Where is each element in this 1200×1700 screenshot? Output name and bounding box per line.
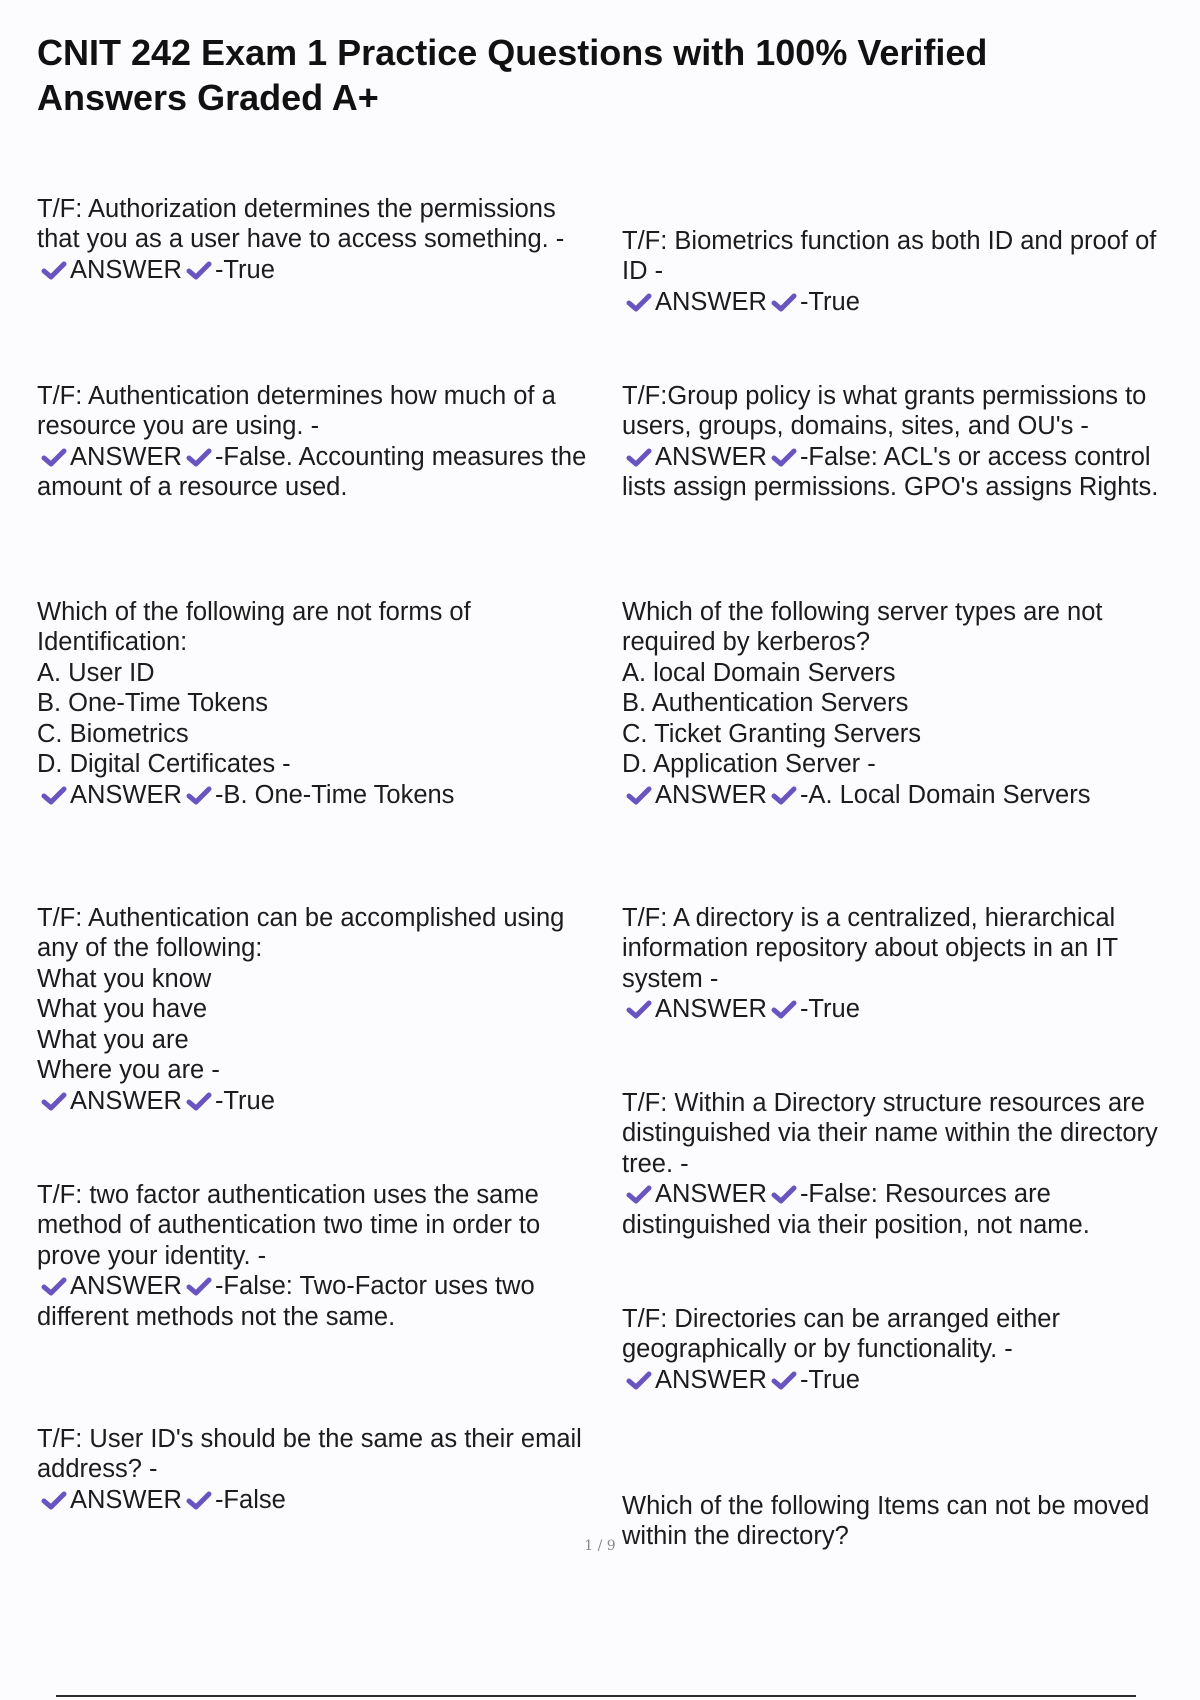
qa-item [37, 872, 602, 1116]
answer-marker: ANSWER [655, 1365, 767, 1394]
checkmark-icon [771, 292, 797, 312]
answer-text: -False. Accounting measures the amount of a resource used. [37, 442, 587, 501]
question-text: T/F: Within a Directory structure resources are distinguished via their name within the directory tree. - [622, 1088, 1158, 1178]
answer-marker: ANSWER [655, 1180, 767, 1208]
checkmark-icon [41, 260, 67, 280]
answer-marker: ANSWER [655, 287, 767, 316]
question-text: T/F: Authorization determines the permissions that you as a user have to access something. - [37, 194, 565, 253]
checkmark-icon [41, 785, 67, 805]
answer-marker: ANSWER [70, 1272, 182, 1300]
checkmark-icon [626, 447, 652, 467]
answer-text: -False: Resources are distinguished via their position, not name. [622, 1180, 1090, 1239]
answer-marker: ANSWER [70, 442, 182, 471]
answer-text: -False: ACL's or access control lists assign permissions. GPO's assigns Rights. [622, 442, 1159, 501]
answer-marker: ANSWER [655, 780, 767, 809]
question-text: T/F: Authentication determines how much of a resource you are using. - [37, 381, 556, 440]
checkmark-icon [771, 447, 797, 467]
checkmark-icon [626, 292, 652, 312]
checkmark-icon [41, 1091, 67, 1111]
question-text: T/F: Authentication can be accomplished using any of the following: What you know What you have What you are Where you are - [37, 903, 565, 1084]
answer-text: -False: Two-Factor uses two different methods not the same. [37, 1272, 535, 1331]
answer-marker: ANSWER [70, 780, 182, 809]
qa-item [37, 566, 602, 810]
page-title: CNIT 242 Exam 1 Practice Questions with 100% Verified Answers Graded A+ [37, 32, 988, 118]
question-text: T/F: two factor authentication uses the same method of authentication two time in order to prove your identity. - [37, 1180, 541, 1270]
checkmark-icon [186, 785, 212, 805]
checkmark-icon [626, 785, 652, 805]
question-text: T/F:Group policy is what grants permissions to users, groups, domains, sites, and OU's - [622, 381, 1147, 440]
checkmark-icon [186, 260, 212, 280]
qa-item [622, 350, 1187, 503]
checkmark-icon [41, 1276, 67, 1296]
qa-item [622, 195, 1182, 317]
qa-item [622, 1273, 1082, 1395]
checkmark-icon [771, 999, 797, 1019]
qa-item [37, 1393, 607, 1515]
checkmark-icon [626, 999, 652, 1019]
question-text: Which of the following Items can not be moved within the directory? [622, 1491, 1150, 1550]
qa-item [622, 566, 1187, 810]
question-text: T/F: Directories can be arranged either geographically or by functionality. - [622, 1304, 1060, 1363]
checkmark-icon [186, 1276, 212, 1296]
qa-item [37, 350, 602, 503]
qa-item [37, 1149, 597, 1332]
answer-marker: ANSWER [70, 255, 182, 284]
answer-text: -True [799, 995, 860, 1023]
answer-text: -A. Local Domain Servers [799, 780, 1091, 809]
question-text: T/F: User ID's should be the same as their email address? - [37, 1424, 582, 1483]
checkmark-icon [186, 1091, 212, 1111]
checkmark-icon [771, 785, 797, 805]
answer-marker: ANSWER [70, 1086, 182, 1115]
checkmark-icon [771, 1370, 797, 1390]
qa-item [37, 163, 597, 285]
answer-text: -True [799, 287, 860, 316]
checkmark-icon [626, 1370, 652, 1390]
checkmark-icon [626, 1184, 652, 1204]
checkmark-icon [186, 1490, 212, 1510]
answer-marker: ANSWER [70, 1485, 182, 1514]
answer-text: -B. One-Time Tokens [214, 780, 455, 809]
page-indicator: 1 / 9 [584, 1538, 616, 1554]
answer-text: -True [214, 1086, 275, 1115]
question-text: Which of the following server types are not required by kerberos? A. local Domain Servers B. Authentication Servers C. Ticket Granting Servers D. Application Server - [622, 597, 1103, 778]
question-text: Which of the following are not forms of Identification: A. User ID B. One-Time Tokens C. Biometrics D. Digital Certificates - [37, 597, 471, 778]
answer-text: -True [799, 1365, 860, 1394]
checkmark-icon [186, 447, 212, 467]
answer-marker: ANSWER [655, 995, 767, 1023]
checkmark-icon [41, 1490, 67, 1510]
checkmark-icon [41, 447, 67, 467]
question-text: T/F: Biometrics function as both ID and proof of ID - [622, 226, 1157, 285]
answer-marker: ANSWER [655, 442, 767, 471]
qa-item [622, 1057, 1187, 1240]
checkmark-icon [771, 1184, 797, 1204]
page-bottom-rule [56, 1695, 1136, 1697]
question-text: T/F: A directory is a centralized, hierarchical information repository about objects in an IT system - [622, 903, 1118, 993]
qa-item [622, 872, 1167, 1025]
answer-text: -True [214, 255, 275, 284]
answer-text: -False [214, 1485, 286, 1514]
